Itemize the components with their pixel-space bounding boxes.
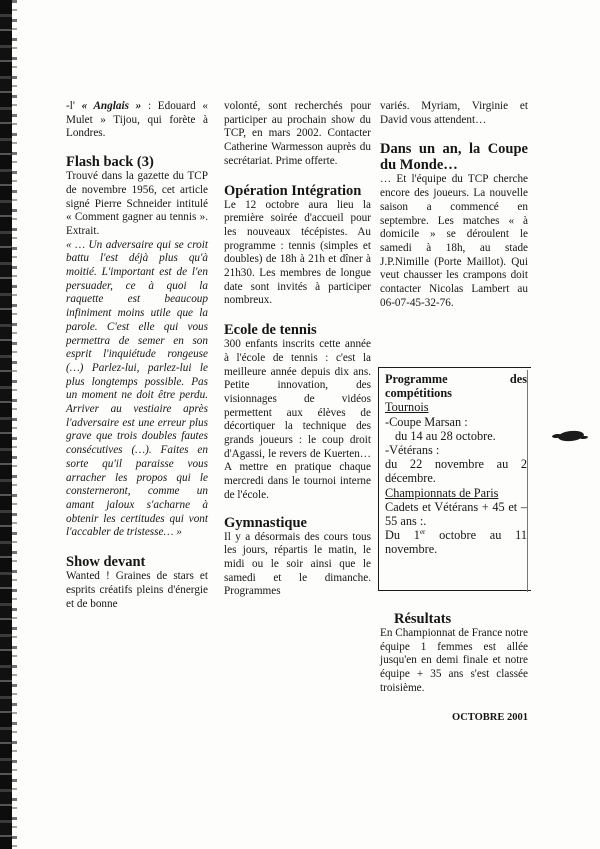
- championnats-label: Championnats de Paris: [385, 485, 499, 500]
- gym-text-continued: variés. Myriam, Virginie et David vous attendent…: [380, 100, 528, 126]
- veterans-label: -Vétérans :: [385, 443, 440, 458]
- programme-title: compétitions: [385, 386, 452, 401]
- programme-box: [378, 367, 531, 591]
- column-2: [224, 100, 371, 599]
- continued-text: [66, 100, 208, 141]
- marsan-label: -Coupe Marsan :: [385, 414, 468, 429]
- column-1: [66, 100, 208, 611]
- ecole-text: 300 enfants inscrits cette année à l'école de tennis : c'est la meilleure année depuis dix ans. Petite innovation, des visionnages de vidéos permettent aux élèves de décortiquer la technique des grands joueurs : le coup droit d'Agassi, le revers de Kuerten… A mettre en pratique chaque mercredi dans le tournoi interne de l'école.: [224, 338, 371, 501]
- resultats-section: [380, 611, 528, 696]
- show-heading: Show devant: [66, 554, 146, 571]
- gym-text: Il y a désormais des cours tous les jours, répartis le matin, le midi ou le soir ainsi que le samedi et le dimanche. Programmes: [224, 530, 371, 598]
- flashback-intro: Trouvé dans la gazette du TCP de novembre 1956, cet article signé Pierre Schneider intitulé « Comment gagner au tennis ». Extrait.: [66, 170, 208, 237]
- programme-title-line: [385, 386, 527, 400]
- programme-title: des: [509, 372, 527, 386]
- text-run: Du 1: [385, 528, 420, 543]
- scan-border-fringe: [11, 0, 17, 849]
- cadets-label: Cadets et Vétérans + 45 et – 55 ans :.: [385, 499, 527, 529]
- programme-title: Programme: [385, 372, 448, 386]
- resultats-heading: Résultats: [394, 611, 452, 627]
- gym-heading: Gymnastique: [224, 514, 307, 531]
- flashback-quote: « … Un adversaire qui se croit battu l'est déjà plus qu'à moitié. L'important est de l'en persuader, ce à quoi la raquette est beaucoup infiniment moins utile que la parole. C'est elle qui vous permettra de semer en son esprit l'inquiétude rongeuse (…) Parlez-lui, parlez-lui le plus longtemps possible. Pas un moment ne doit être perdu. Arriver au vestiaire après l'adversaire est une erreur plus grave que trois doubles fautes consécutives (…). Faites en sorte qu'il paraisse vous arracher les propos qui le consterneront, comme un amant jaloux s'acharne à obtenir les certitudes qui vont l'accabler de tristesse… »: [66, 238, 208, 539]
- show-text-continued: volonté, sont recherchés pour participer au prochain show du TCP, en mars 2002. Contacter Catherine Warmesson auprès du secrétariat. Prime offerte.: [224, 100, 371, 167]
- programme-content: [385, 372, 527, 557]
- ecole-heading: Ecole de tennis: [224, 322, 317, 339]
- issue-date: OCTOBRE 2001: [452, 712, 528, 723]
- tournois-label: Tournois: [385, 400, 429, 415]
- scan-smudge: [580, 436, 588, 440]
- programme-box-edge: [527, 370, 532, 592]
- show-text: Wanted ! Graines de stars et esprits créatifs pleins d'énergie et de bonne: [66, 570, 208, 610]
- text-run: er: [419, 528, 426, 537]
- marsan-dates: du 14 au 28 octobre.: [395, 428, 496, 443]
- coupe-text: … Et l'équipe du TCP cherche encore des joueurs. La nouvelle saison a commencé en septembre. Les matches « à domicile » se déroulent le samedi à 18h, au stade J.P.Nimille (Porte Maillot). Qui veut chausser les crampons doit contacter Nicolas Lambert au 06-07-45-32-76.: [380, 173, 528, 309]
- programme-title-line: [385, 372, 527, 386]
- text-run: -l': [66, 100, 82, 112]
- text-run: octobre au 11 novembre.: [385, 528, 527, 557]
- resultats-text: En Championnat de France notre équipe 1 femmes est allée jusqu'en en demi finale et notre équipe + 35 ans s'est classée troisième.: [380, 627, 528, 694]
- operation-text: Le 12 octobre aura lieu la première soirée d'accueil pour les nouveaux técépistes. Au programme : tennis (simples et doubles) de 18h à 21h et dîner à 21h30. Les membres de longue date sont invités à participer nombreux.: [224, 198, 371, 307]
- veterans-dates: du 22 novembre au 2 décembre.: [385, 457, 527, 486]
- operation-heading: Opération Intégration: [224, 182, 362, 199]
- coupe-heading: Dans un an, la Coupe du Monde…: [380, 141, 528, 174]
- text-run: « Anglais »: [81, 100, 142, 112]
- championnats-dates: [385, 528, 527, 556]
- column-3: [380, 100, 528, 310]
- flashback-heading: Flash back (3): [66, 154, 154, 171]
- text-run: : Edouard « Mulet » Tijou, qui forète à Londres.: [66, 100, 208, 140]
